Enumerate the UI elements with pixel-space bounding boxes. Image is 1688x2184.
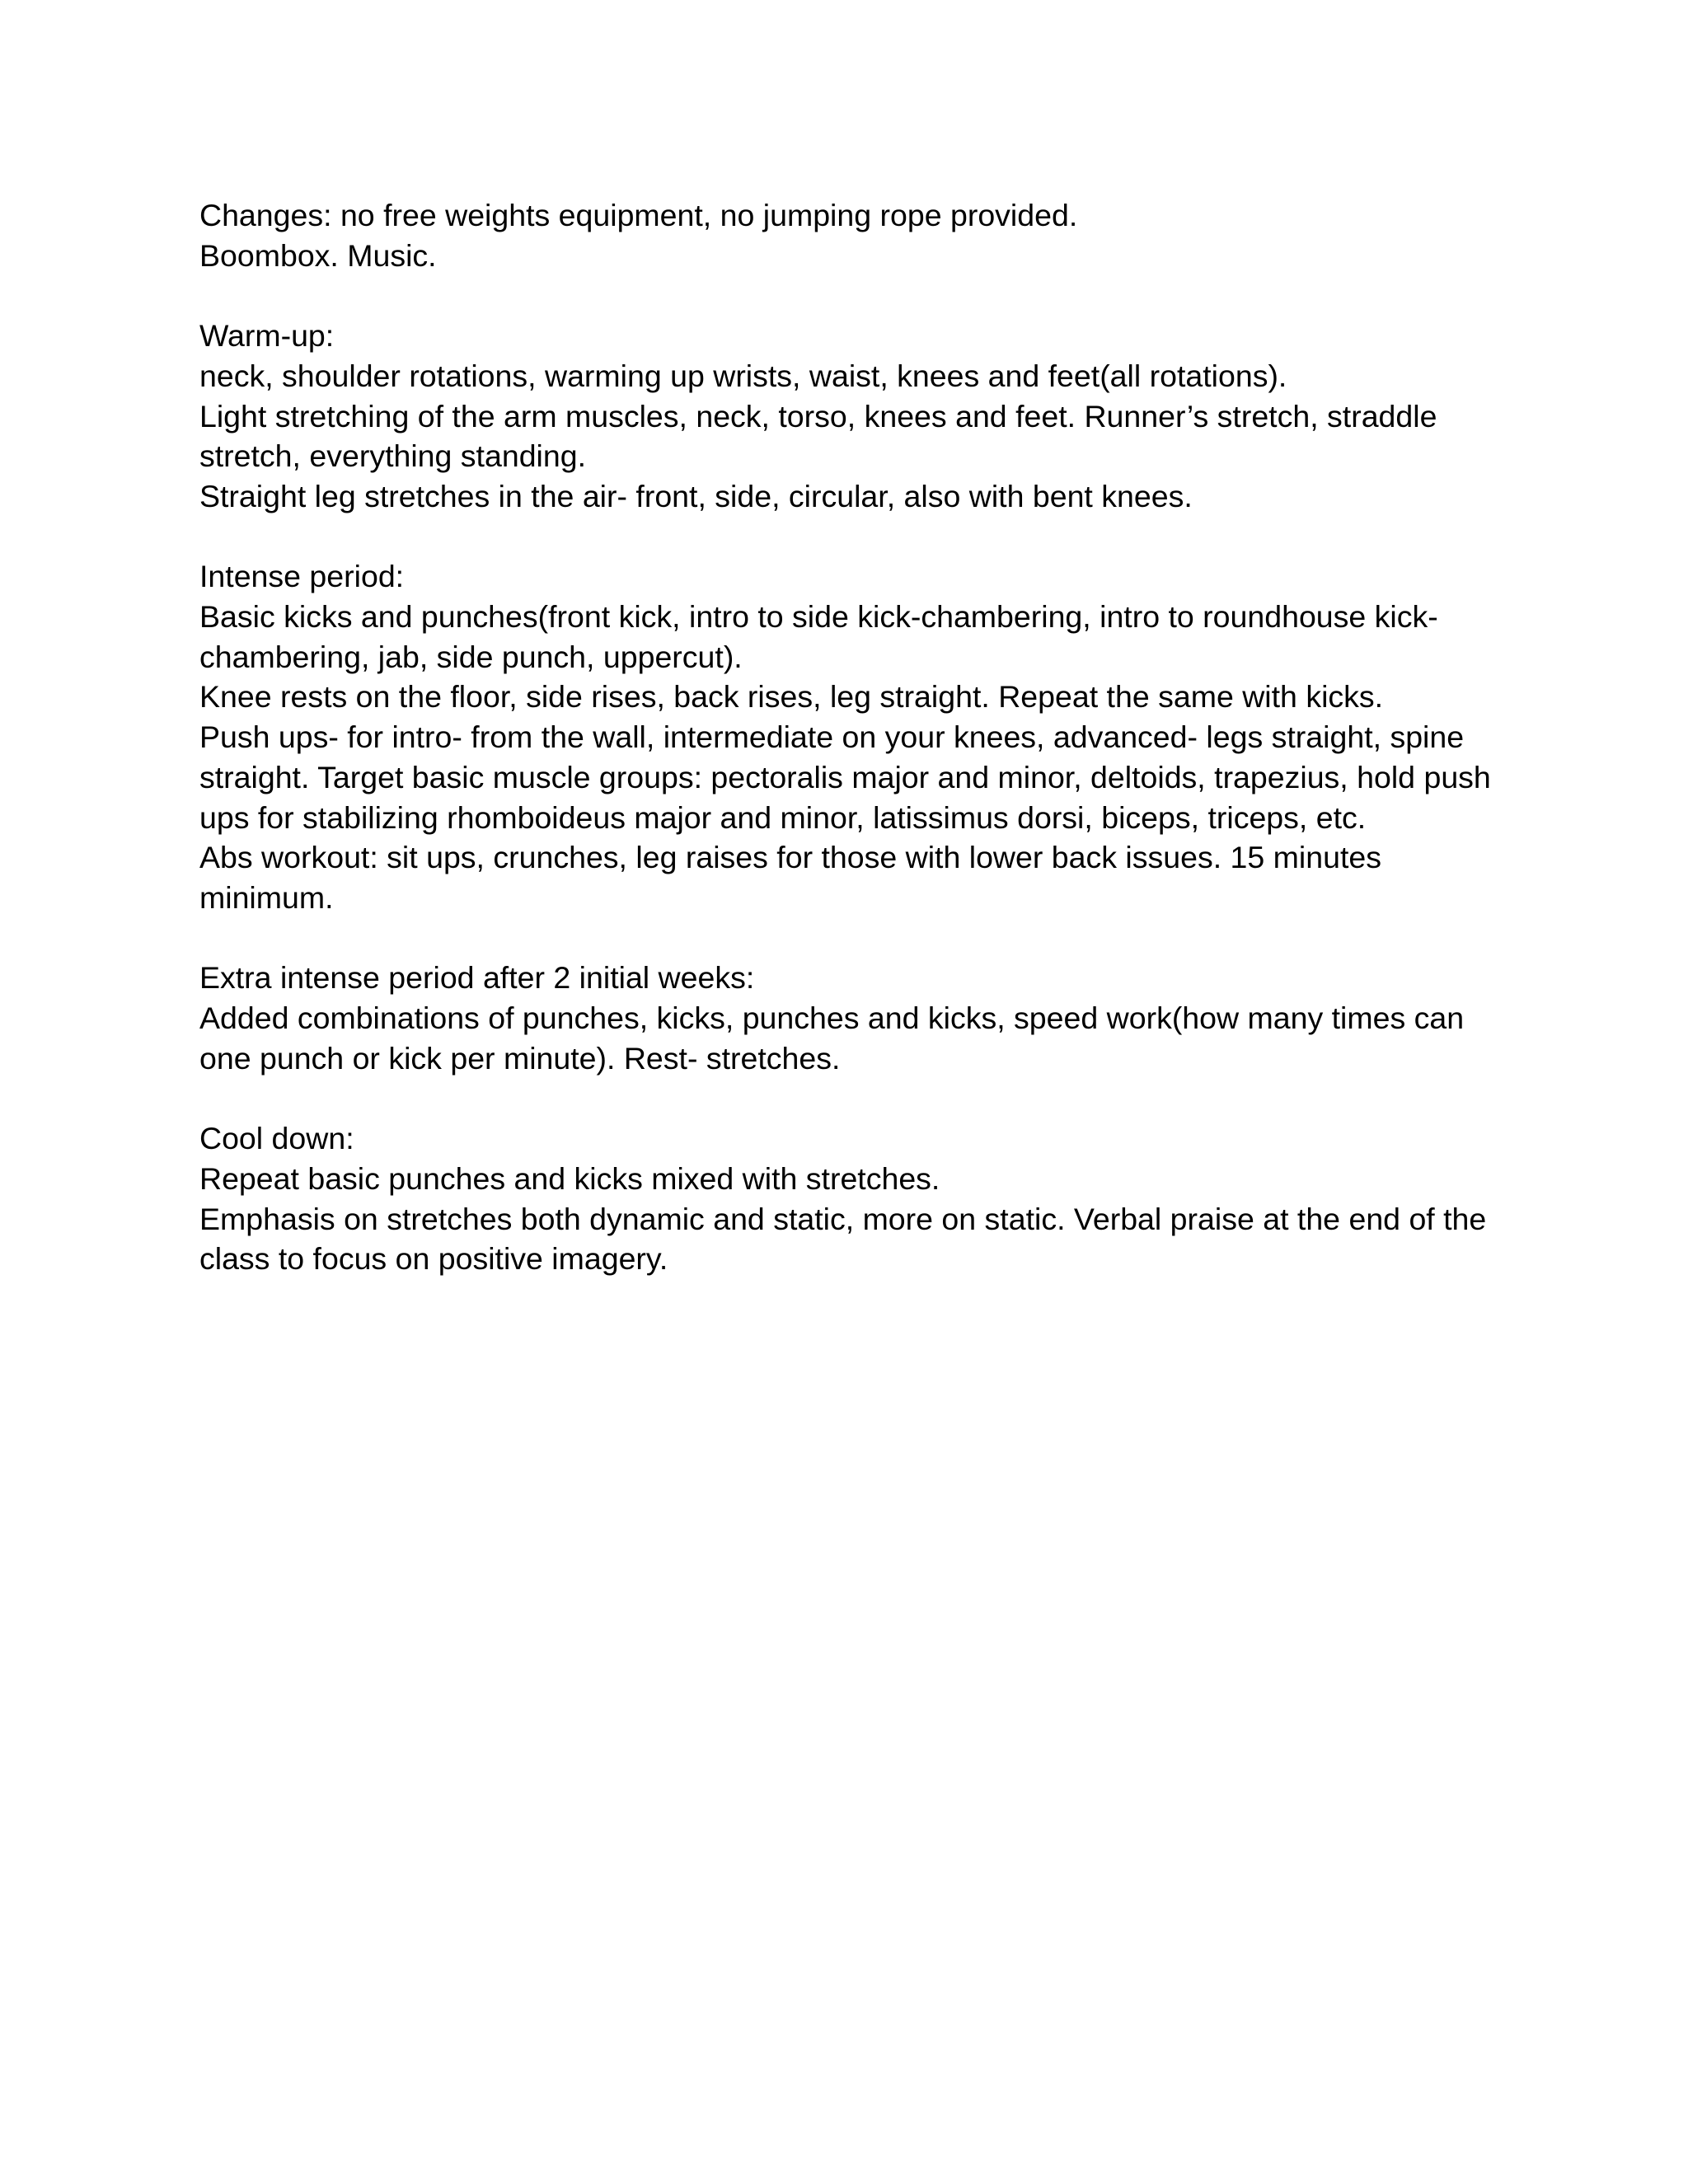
cooldown-section: [199, 1118, 1502, 1279]
section-line: Emphasis on stretches both dynamic and static, more on static. Verbal praise at the end of the: [199, 1201, 1487, 1236]
section-line: Basic kicks and punches(front kick, intro to side kick-chambering, intro to roundhouse kick-: [199, 599, 1438, 634]
section-heading: Warm-up:: [199, 318, 335, 354]
intro-line: Changes: no free weights equipment, no jumping rope provided.: [199, 198, 1078, 232]
paragraph-gap: [199, 1078, 1502, 1118]
section-line: Abs workout: sit ups, crunches, leg raises for those with lower back issues. 15 minutes: [199, 840, 1381, 875]
intro-line: Boombox. Music.: [199, 237, 437, 273]
intro-section: [199, 195, 1502, 275]
warmup-section: [199, 316, 1502, 517]
extra-section: [199, 958, 1502, 1078]
paragraph-gap: [199, 918, 1502, 958]
section-line: chambering, jab, side punch, uppercut).: [199, 639, 743, 674]
section-line: Added combinations of punches, kicks, punches and kicks, speed work(how many times can: [199, 1001, 1465, 1036]
paragraph-gap: [199, 517, 1502, 557]
section-line: straight. Target basic muscle groups: pectoralis major and minor, deltoids, trapezius, hold push: [199, 759, 1491, 794]
section-line: Straight leg stretches in the air- front, side, circular, also with bent knees.: [199, 478, 1193, 513]
section-line: Light stretching of the arm muscles, neck, torso, knees and feet. Runner’s stretch, straddle: [199, 398, 1437, 434]
section-line: neck, shoulder rotations, warming up wrists, waist, knees and feet(all rotations).: [199, 358, 1287, 393]
section-line: stretch, everything standing.: [199, 438, 587, 474]
section-line: one punch or kick per minute). Rest- stretches.: [199, 1040, 841, 1076]
document-body: [199, 195, 1502, 1279]
section-line: Knee rests on the floor, side rises, back rises, leg straight. Repeat the same with kicks.: [199, 679, 1384, 715]
section-heading: Intense period:: [199, 559, 405, 594]
section-line: minimum.: [199, 879, 334, 915]
section-line: Push ups- for intro- from the wall, intermediate on your knees, advanced- legs straight, spine: [199, 719, 1465, 755]
intense-section: [199, 556, 1502, 917]
paragraph-gap: [199, 275, 1502, 316]
section-heading: Extra intense period after 2 initial weeks:: [199, 960, 755, 996]
section-line: class to focus on positive imagery.: [199, 1241, 668, 1277]
section-heading: Cool down:: [199, 1121, 354, 1156]
section-line: Repeat basic punches and kicks mixed with stretches.: [199, 1160, 940, 1196]
section-line: ups for stabilizing rhomboideus major and minor, latissimus dorsi, biceps, triceps, etc.: [199, 799, 1367, 835]
